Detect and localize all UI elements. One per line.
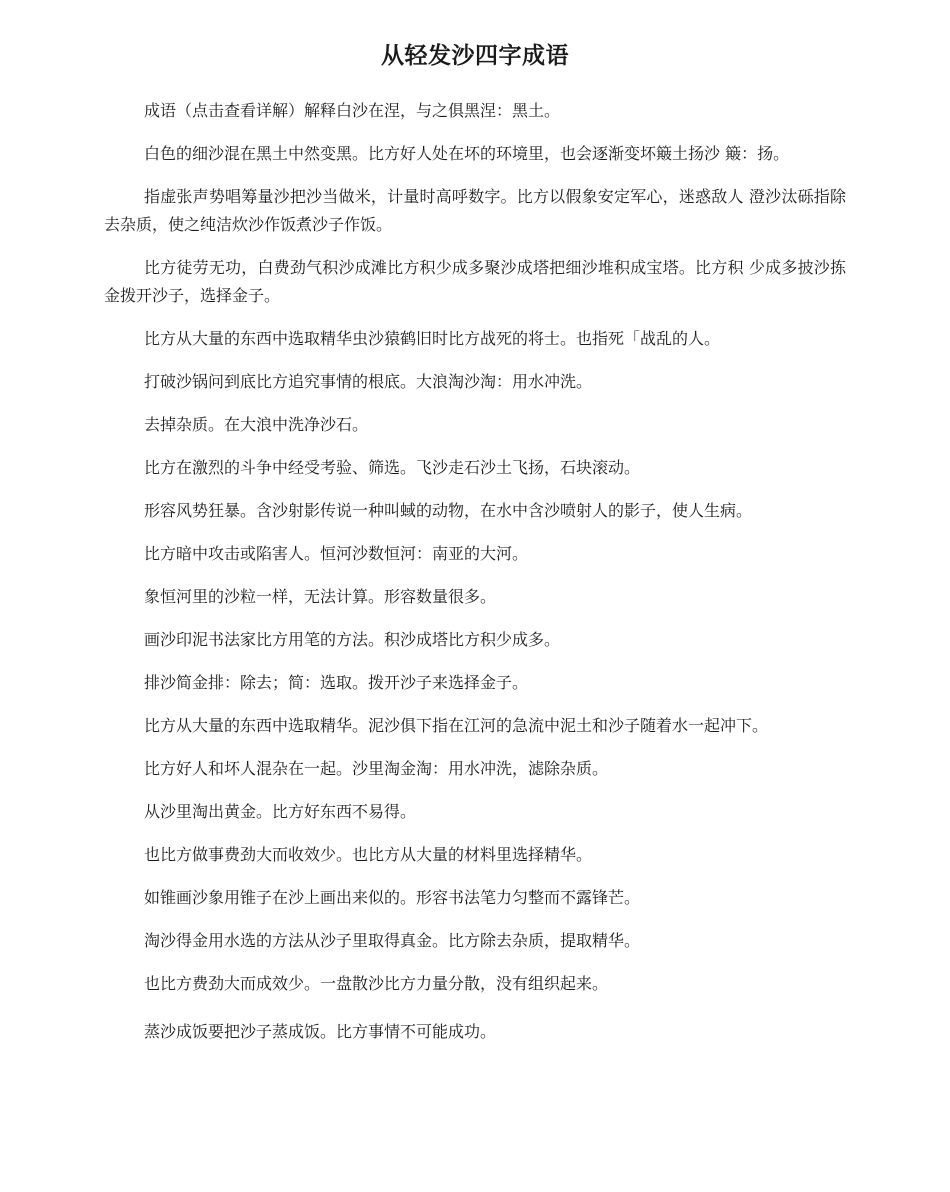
- paragraph: 排沙简金排：除去；简：选取。拨开沙子来选择金子。: [144, 673, 529, 692]
- paragraph: 从沙里淘出黄金。比方好东西不易得。: [144, 802, 417, 821]
- paragraph: 比方好人和坏人混杂在一起。沙里淘金淘：用水冲洗，滤除杂质。: [144, 759, 609, 778]
- paragraph: 也比方费劲大而成效少。一盘散沙比方力量分散，没有组织起来。: [144, 974, 609, 993]
- paragraph: 形容风势狂暴。含沙射影传说一种叫蜮的动物，在水中含沙喷射人的影子，使人生病。: [144, 501, 753, 520]
- paragraph: 比方从大量的东西中选取精华虫沙猿鹤旧时比方战死的将士。也指死「战乱的人。: [144, 329, 721, 348]
- paragraph: 指虚张声势唱筹量沙把沙当做米，计量时高呼数字。比方以假象安定军心，迷惑敌人 澄沙汰砾指除去杂质，使之纯洁炊沙作饭煮沙子作饭。: [104, 187, 846, 234]
- paragraph: 画沙印泥书法家比方用笔的方法。积沙成塔比方积少成多。: [144, 630, 561, 649]
- paragraph: 比方暗中攻击或陷害人。恒河沙数恒河：南亚的大河。: [144, 544, 529, 563]
- paragraph: 比方徒劳无功，白费劲气积沙成滩比方积少成多聚沙成塔把细沙堆积成宝塔。比方积 少成多披沙拣金拨开沙子，选择金子。: [104, 258, 846, 305]
- paragraph: 象恒河里的沙粒一样，无法计算。形容数量很多。: [144, 587, 497, 606]
- paragraph: 比方从大量的东西中选取精华。泥沙俱下指在江河的急流中泥土和沙子随着水一起冲下。: [144, 716, 769, 735]
- paragraph: 白色的细沙混在黑土中然变黑。比方好人处在坏的环境里，也会逐渐变坏簸土扬沙 簸：扬。: [144, 144, 790, 163]
- paragraph: 蒸沙成饭要把沙子蒸成饭。比方事情不可能成功。: [144, 1022, 497, 1041]
- paragraph: 比方在激烈的斗争中经受考验、筛选。飞沙走石沙土飞扬，石块滚动。: [144, 458, 641, 477]
- paragraph: 也比方做事费劲大而收效少。也比方从大量的材料里选择精华。: [144, 845, 593, 864]
- paragraph: 如锥画沙象用锥子在沙上画出来似的。形容书法笔力匀整而不露锋芒。: [144, 888, 641, 907]
- paragraph: 去掉杂质。在大浪中洗净沙石。: [144, 415, 369, 434]
- paragraph: 打破沙锅问到底比方追究事情的根底。大浪淘沙淘：用水冲洗。: [144, 372, 593, 391]
- paragraph: 淘沙得金用水选的方法从沙子里取得真金。比方除去杂质，提取精华。: [144, 931, 641, 950]
- paragraph: 成语（点击查看详解）解释白沙在涅，与之俱黑涅：黑土。: [144, 101, 561, 120]
- document-title: 从轻发沙四字成语: [381, 43, 569, 69]
